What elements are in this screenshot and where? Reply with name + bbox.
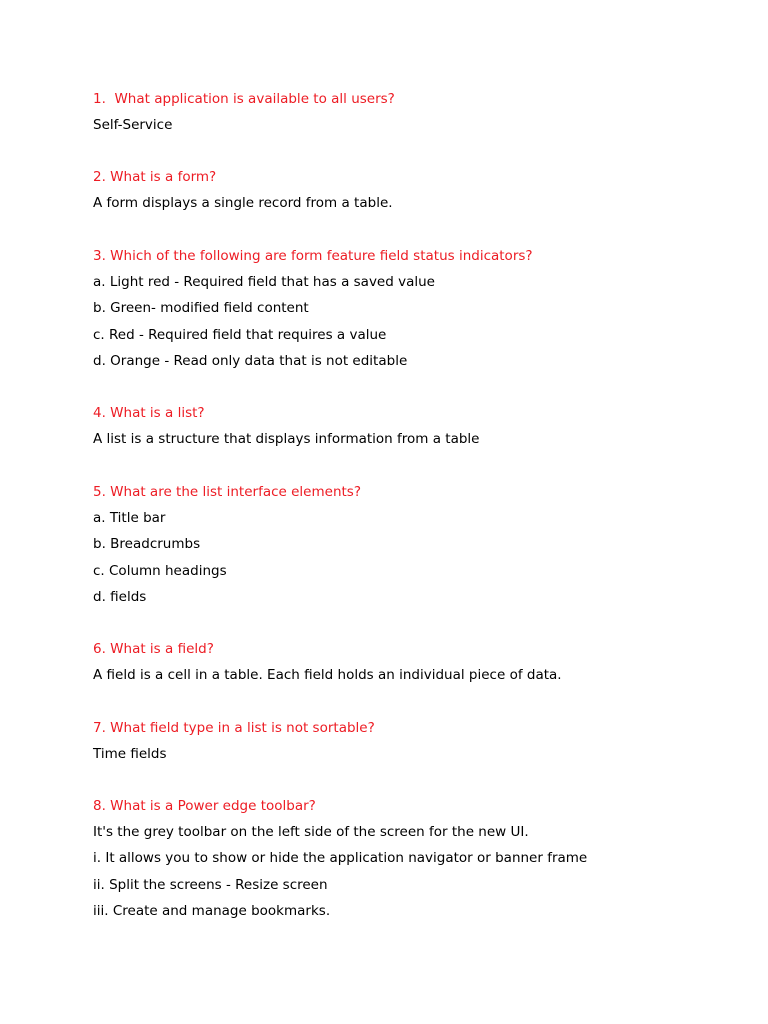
qa-item-4 (93, 400, 733, 452)
answer-line: a. Light red - Required field that has a saved value (93, 273, 435, 290)
answer-line: iii. Create and manage bookmarks. (93, 903, 331, 920)
answer-line: Time fields (93, 745, 167, 762)
question-3: 3. Which of the following are form feature field status indicators? (93, 247, 533, 264)
question-1: 1. What application is available to all users? (93, 91, 395, 107)
answer-line: Self-Service (93, 117, 173, 133)
answer-line: a. Title bar (93, 509, 166, 526)
qa-item-1 (93, 86, 733, 138)
answer-line: d. fields (93, 588, 147, 605)
question-2: 2. What is a form? (93, 169, 217, 186)
answer-line: b. Breadcrumbs (93, 536, 201, 553)
qa-item-5 (93, 479, 733, 611)
document-page (93, 86, 733, 951)
answer-line: A field is a cell in a table. Each field holds an individual piece of data. (93, 667, 562, 684)
answer-line: d. Orange - Read only data that is not editable (93, 352, 408, 369)
question-4: 4. What is a list? (93, 405, 205, 422)
qa-item-7 (93, 715, 733, 767)
question-5: 5. What are the list interface elements? (93, 483, 361, 500)
answer-line: c. Red - Required field that requires a value (93, 326, 387, 343)
question-8: 8. What is a Power edge toolbar? (93, 798, 316, 815)
qa-item-2 (93, 164, 733, 216)
qa-item-3 (93, 243, 733, 375)
question-6: 6. What is a field? (93, 641, 214, 658)
answer-line: b. Green- modified field content (93, 300, 309, 317)
answer-line: i. It allows you to show or hide the application navigator or banner frame (93, 850, 588, 867)
question-7: 7. What field type in a list is not sortable? (93, 719, 375, 736)
qa-item-8 (93, 793, 733, 925)
answer-line: A form displays a single record from a table. (93, 195, 393, 212)
answer-line: c. Column headings (93, 562, 227, 579)
answer-line: ii. Split the screens - Resize screen (93, 876, 328, 893)
answer-line: It's the grey toolbar on the left side of the screen for the new UI. (93, 824, 529, 841)
answer-line: A list is a structure that displays information from a table (93, 431, 480, 448)
qa-item-6 (93, 636, 733, 688)
